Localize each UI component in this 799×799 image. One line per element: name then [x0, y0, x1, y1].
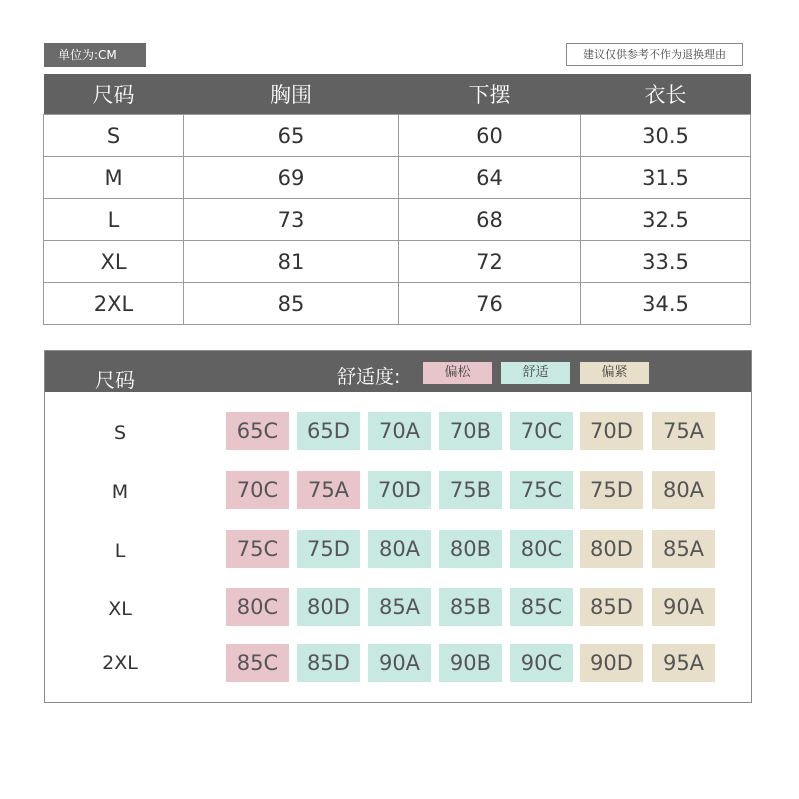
cup-size-cell: 75D — [580, 471, 643, 509]
cup-size-cell: 90C — [510, 644, 573, 682]
cup-size-cell: 70A — [368, 412, 431, 450]
legend-loose-chip: 偏松 — [423, 362, 492, 384]
cup-size-cell: 85B — [439, 588, 502, 626]
cup-size-cell: 90B — [439, 644, 502, 682]
cup-size-cell: 80C — [510, 530, 573, 568]
table-row — [44, 115, 751, 157]
legend-tight-chip: 偏紧 — [580, 362, 649, 384]
cup-size-cell: 85A — [368, 588, 431, 626]
cell-bust: 65 — [184, 115, 399, 157]
cup-size-cell: 80A — [652, 471, 715, 509]
header-length: 衣长 — [581, 74, 751, 115]
cup-size-cell: 75C — [510, 471, 573, 509]
header-size: 尺码 — [44, 74, 184, 115]
unit-badge: 单位为:CM — [44, 43, 146, 67]
cup-panel-title: 尺码 — [95, 368, 135, 392]
cell-length: 34.5 — [581, 283, 751, 325]
cup-size-cell: 80C — [226, 588, 289, 626]
cell-length: 31.5 — [581, 157, 751, 199]
cup-size-cell: 70D — [580, 412, 643, 450]
cup-row-size-label: S — [113, 422, 127, 444]
cup-size-cell: 75B — [439, 471, 502, 509]
cell-hem: 76 — [399, 283, 581, 325]
cup-size-cell: 90D — [580, 644, 643, 682]
cup-size-cell: 85D — [297, 644, 360, 682]
cell-size: 2XL — [44, 283, 184, 325]
cell-hem: 64 — [399, 157, 581, 199]
cell-length: 30.5 — [581, 115, 751, 157]
cup-size-cell: 75C — [226, 530, 289, 568]
header-hem: 下摆 — [399, 74, 581, 115]
cup-size-cell: 80D — [297, 588, 360, 626]
cell-hem: 72 — [399, 241, 581, 283]
cell-bust: 85 — [184, 283, 399, 325]
cup-size-cell: 85A — [652, 530, 715, 568]
disclaimer-note: 建议仅供参考不作为退换理由 — [566, 43, 743, 66]
cup-size-cell: 70D — [368, 471, 431, 509]
table-row — [44, 241, 751, 283]
cup-size-cell: 70B — [439, 412, 502, 450]
table-row — [44, 157, 751, 199]
cup-size-cell: 80D — [580, 530, 643, 568]
cup-size-cell: 80A — [368, 530, 431, 568]
cell-size: L — [44, 199, 184, 241]
table-row — [44, 199, 751, 241]
cup-row-size-label: M — [111, 481, 129, 503]
cell-length: 32.5 — [581, 199, 751, 241]
cell-bust: 73 — [184, 199, 399, 241]
cup-size-cell: 70C — [510, 412, 573, 450]
cup-size-cell: 90A — [368, 644, 431, 682]
cup-row-size-label: L — [114, 540, 126, 562]
cup-panel-header — [45, 351, 751, 392]
cup-size-cell: 65D — [297, 412, 360, 450]
cup-size-cell: 85C — [226, 644, 289, 682]
cell-bust: 69 — [184, 157, 399, 199]
size-chart-table — [43, 74, 751, 325]
legend-comfort-chip: 舒适 — [501, 362, 570, 384]
cup-size-cell: 90A — [652, 588, 715, 626]
cell-hem: 68 — [399, 199, 581, 241]
cell-hem: 60 — [399, 115, 581, 157]
cell-size: M — [44, 157, 184, 199]
cup-size-cell: 70C — [226, 471, 289, 509]
cup-size-cell: 80B — [439, 530, 502, 568]
cell-size: XL — [44, 241, 184, 283]
cup-size-cell: 85D — [580, 588, 643, 626]
cup-size-panel — [44, 350, 752, 703]
cup-size-cell: 95A — [652, 644, 715, 682]
header-bust: 胸围 — [184, 74, 399, 115]
cup-row-size-label: 2XL — [102, 652, 138, 674]
comfort-label: 舒适度: — [337, 366, 401, 388]
table-row — [44, 283, 751, 325]
cell-bust: 81 — [184, 241, 399, 283]
cup-size-cell: 65C — [226, 412, 289, 450]
cup-size-cell: 75A — [297, 471, 360, 509]
table-header-row — [44, 74, 751, 115]
cup-size-cell: 85C — [510, 588, 573, 626]
cell-size: S — [44, 115, 184, 157]
cell-length: 33.5 — [581, 241, 751, 283]
cup-size-cell: 75D — [297, 530, 360, 568]
cup-size-cell: 75A — [652, 412, 715, 450]
cup-row-size-label: XL — [108, 598, 132, 620]
